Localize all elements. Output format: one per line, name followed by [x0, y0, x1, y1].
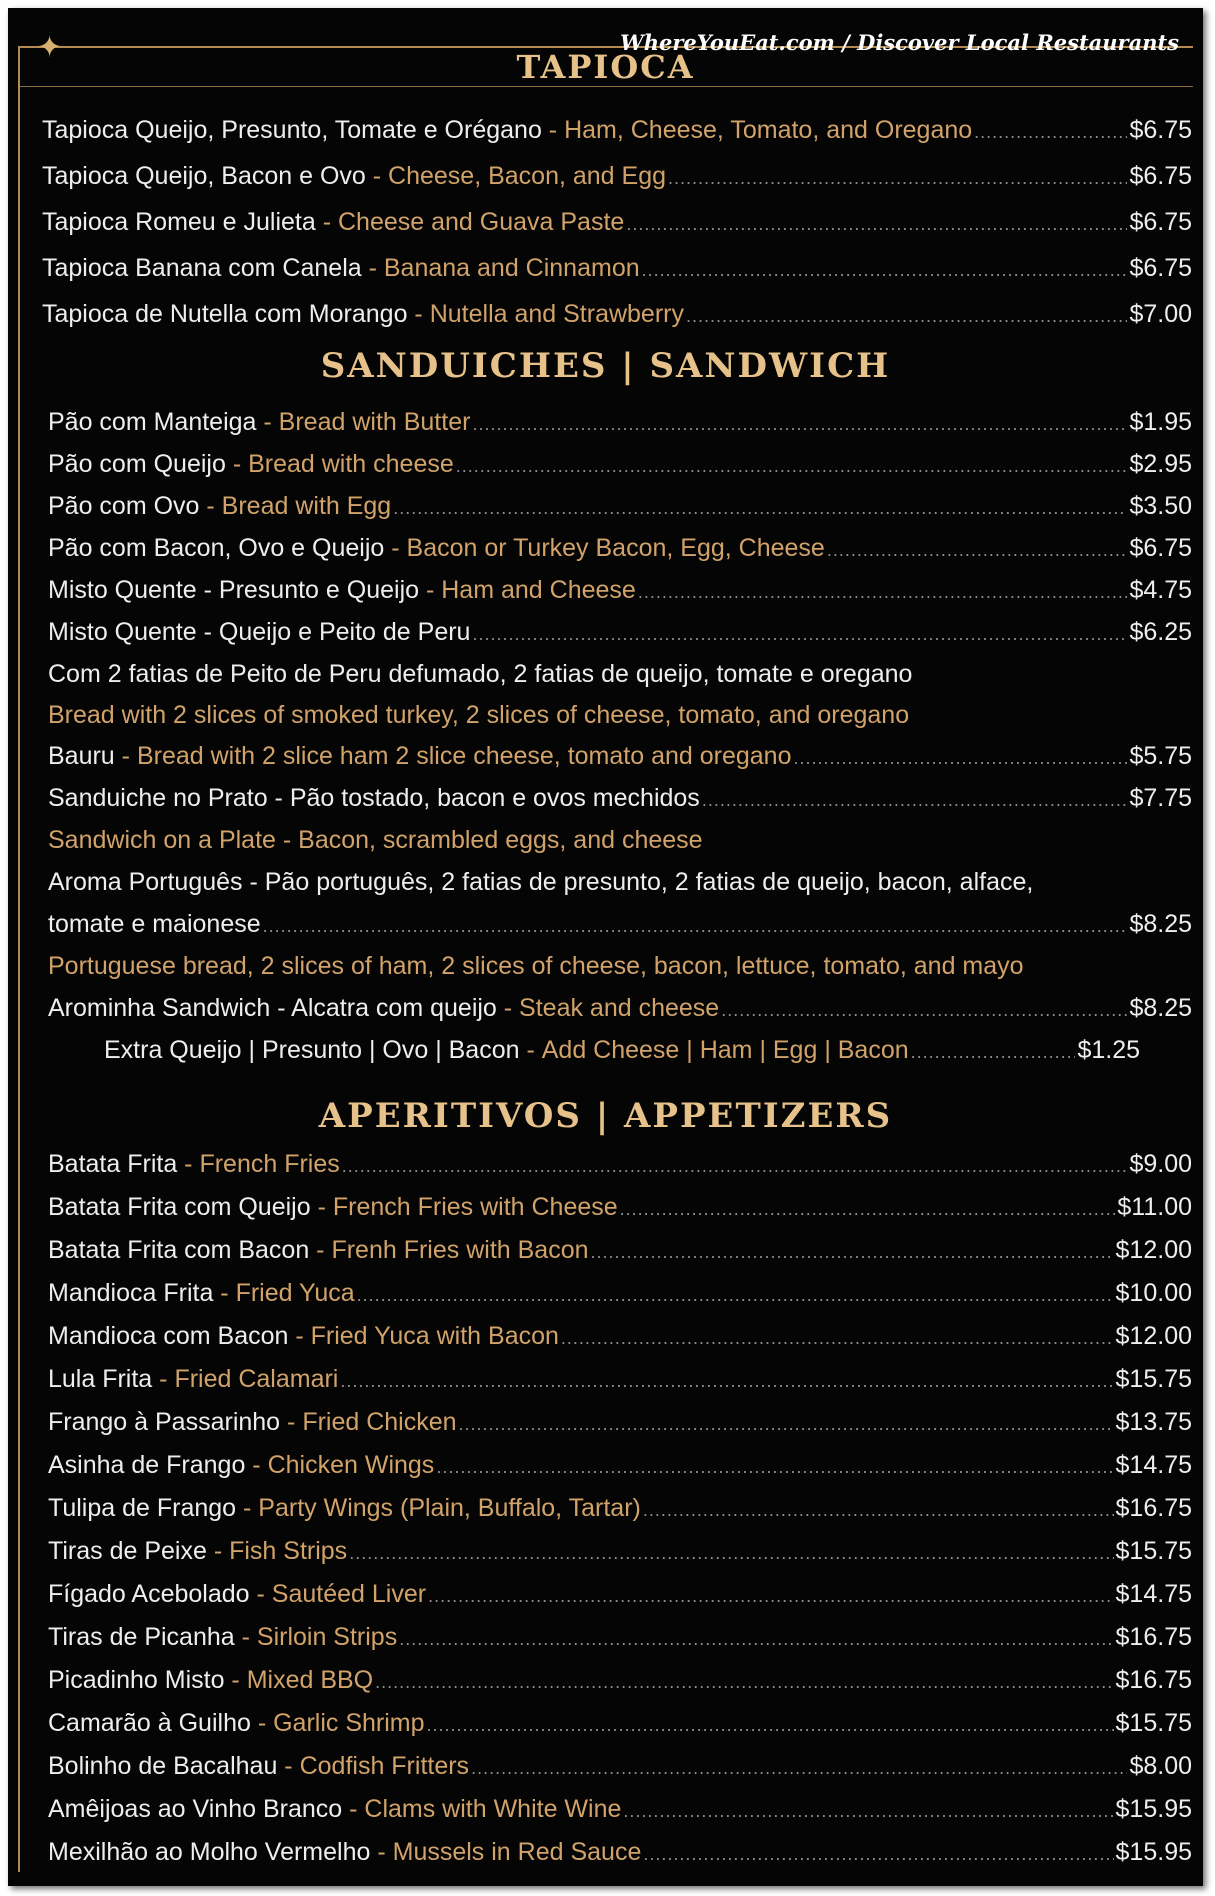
item-price: $15.95	[1115, 1838, 1192, 1866]
leader-dots	[643, 1836, 1113, 1872]
menu-item: Tapioca Queijo, Presunto, Tomate e Orégano - Ham, Cheese, Tomato, and Oregano ..... $6.75	[42, 112, 1192, 148]
item-name-en: Sautéed Liver	[271, 1580, 427, 1608]
leader-dots	[340, 1363, 1113, 1399]
leader-dots	[686, 298, 1127, 334]
item-name-pt: Pão com Ovo	[48, 492, 200, 520]
item-price: $12.00	[1115, 1236, 1192, 1264]
item-name-pt: Aroma Português - Pão português, 2 fatias de presunto, 2 fatias de queijo, bacon, alface,	[48, 868, 1034, 896]
item-price: $14.75	[1115, 1451, 1192, 1479]
menu-item: Pão com Manteiga - Bread with Butter ..... $1.95	[48, 404, 1192, 440]
item-price: $16.75	[1115, 1623, 1192, 1651]
item-name-pt: Fígado Acebolado	[48, 1580, 250, 1608]
menu-item: Mexilhão ao Molho Vermelho - Mussels in Red Sauce ..... $15.95	[48, 1834, 1192, 1870]
item-name-pt: Sanduiche no Prato - Pão tostado, bacon e ovos mechidos	[48, 784, 700, 812]
border-left	[18, 46, 20, 1872]
sparkle-icon: ✦	[37, 30, 63, 65]
item-price: $11.00	[1117, 1193, 1192, 1221]
item-price: $16.75	[1115, 1666, 1192, 1694]
leader-dots	[472, 406, 1127, 442]
item-name-en: Fried Yuca with Bacon	[310, 1322, 559, 1350]
item-name-en: Fish Strips	[229, 1537, 348, 1565]
menu-item: Batata Frita com Bacon - Frenh Fries with Bacon ..... $12.00	[48, 1232, 1192, 1268]
menu-item: Tapioca Romeu e Julieta - Cheese and Guava Paste ..... $6.75	[42, 204, 1192, 240]
item-name-pt: Misto Quente - Queijo e Peito de Peru	[48, 618, 471, 646]
item-price: $16.75	[1115, 1494, 1192, 1522]
item-name-en: Sirloin Strips	[256, 1623, 398, 1651]
leader-dots	[643, 1492, 1114, 1528]
item-name-pt: Tiras de Picanha	[48, 1623, 235, 1651]
leader-dots	[375, 1664, 1113, 1700]
menu-item: Asinha de Frango - Chicken Wings ..... $14.75	[48, 1447, 1192, 1483]
item-name-pt: Tiras de Peixe	[48, 1537, 207, 1565]
section-title-appetizers: APERITIVOS | APPETIZERS	[318, 1096, 893, 1136]
item-name-pt: Picadinho Misto	[48, 1666, 225, 1694]
leader-dots	[702, 782, 1128, 818]
item-name-pt: Asinha de Frango	[48, 1451, 246, 1479]
menu-item: Pão com Queijo - Bread with cheese ..... $2.95	[48, 446, 1192, 482]
leader-dots	[427, 1707, 1114, 1743]
leader-dots	[263, 908, 1128, 944]
menu-item: Tiras de Picanha - Sirloin Strips ..... $16.75	[48, 1619, 1192, 1655]
item-price: $15.75	[1115, 1537, 1192, 1565]
item-name-pt: Mandioca Frita	[48, 1279, 214, 1307]
item-name-pt: Bauru	[48, 742, 115, 770]
leader-dots	[591, 1234, 1114, 1270]
item-price: $8.00	[1129, 1752, 1192, 1780]
item-price: $8.25	[1129, 910, 1192, 938]
item-name-pt-cont: tomate e maionese	[48, 910, 261, 938]
item-price: $15.95	[1115, 1795, 1192, 1823]
item-name-pt: Tapioca Banana com Canela	[42, 254, 362, 282]
item-name-en: Party Wings (Plain, Buffalo, Tartar)	[258, 1494, 641, 1522]
item-description-pt: Com 2 fatias de Peito de Peru defumado, 2 fatias de queijo, tomate e oregano	[48, 660, 913, 688]
menu-item: Bolinho de Bacalhau - Codfish Fritters ..... $8.00	[48, 1748, 1192, 1784]
menu-item: Bauru - Bread with 2 slice ham 2 slice cheese, tomato and oregano ..... $5.75	[48, 738, 1192, 774]
item-price: $12.00	[1115, 1322, 1192, 1350]
item-name-en: Steak and cheese	[519, 994, 720, 1022]
leader-dots	[456, 448, 1128, 484]
item-name-pt: Batata Frita	[48, 1150, 178, 1178]
menu-item	[48, 614, 1192, 650]
item-price: $6.75	[1129, 254, 1192, 282]
item-name-en: Codfish Fritters	[299, 1752, 470, 1780]
menu-item	[48, 780, 1192, 816]
menu-page	[8, 8, 1203, 1886]
leader-dots	[471, 1750, 1127, 1786]
item-name-en: Garlic Shrimp	[273, 1709, 425, 1737]
item-description-en: Bread with 2 slices of smoked turkey, 2 slices of cheese, tomato, and oregano	[48, 701, 910, 729]
item-price: $10.00	[1115, 1279, 1192, 1307]
item-price: $6.75	[1129, 162, 1192, 190]
item-price: $15.75	[1115, 1365, 1192, 1393]
menu-item: Pão com Ovo - Bread with Egg ..... $3.50	[48, 488, 1192, 524]
leader-dots	[626, 206, 1127, 242]
item-name-pt: Batata Frita com Bacon	[48, 1236, 310, 1264]
menu-item: Fígado Acebolado - Sautéed Liver ..... $14.75	[48, 1576, 1192, 1612]
item-description-en: Portuguese bread, 2 slices of ham, 2 slices of cheese, bacon, lettuce, tomato, and mayo	[48, 952, 1024, 980]
item-name-pt: Tapioca Queijo, Presunto, Tomate e Orégano	[42, 116, 542, 144]
leader-dots	[428, 1578, 1113, 1614]
item-name-pt: Bolinho de Bacalhau	[48, 1752, 278, 1780]
item-name-pt: Camarão à Guilho	[48, 1709, 251, 1737]
item-price: $5.75	[1129, 742, 1192, 770]
leader-dots	[357, 1277, 1114, 1313]
menu-item: Tapioca Banana com Canela - Banana and Cinnamon ..... $6.75	[42, 250, 1192, 286]
item-name-pt: Mandioca com Bacon	[48, 1322, 289, 1350]
item-price: $6.75	[1129, 208, 1192, 236]
menu-item	[48, 906, 1192, 942]
item-name-pt: Amêijoas ao Vinho Branco	[48, 1795, 343, 1823]
item-name-en: Clams with White Wine	[364, 1795, 622, 1823]
menu-item: Camarão à Guilho - Garlic Shrimp ..... $15.75	[48, 1705, 1192, 1741]
leader-dots	[623, 1793, 1113, 1829]
item-name-pt: Frango à Passarinho	[48, 1408, 281, 1436]
item-price: $4.75	[1129, 576, 1192, 604]
item-name-en: Bread with 2 slice ham 2 slice cheese, tomato and oregano	[136, 742, 792, 770]
item-price: $7.00	[1129, 300, 1192, 328]
item-name-pt: Extra Queijo | Presunto | Ovo | Bacon	[104, 1036, 520, 1064]
item-name-pt: Mexilhão ao Molho Vermelho	[48, 1838, 371, 1866]
menu-item: Mandioca com Bacon - Fried Yuca with Bacon ..... $12.00	[48, 1318, 1192, 1354]
item-name-en: Add Cheese | Ham | Egg | Bacon	[541, 1036, 909, 1064]
menu-item-extra: Extra Queijo | Presunto | Ovo | Bacon - Add Cheese | Ham | Egg | Bacon ..... $1.25	[104, 1032, 1140, 1068]
item-price: $13.75	[1115, 1408, 1192, 1436]
leader-dots	[561, 1320, 1114, 1356]
item-description-en: Sandwich on a Plate - Bacon, scrambled eggs, and cheese	[48, 826, 703, 854]
menu-item: Picadinho Misto - Mixed BBQ ..... $16.75	[48, 1662, 1192, 1698]
watermark: WhereYouEat.com / Discover Local Restaurants	[620, 30, 1179, 55]
item-price: $7.75	[1129, 784, 1192, 812]
item-price: $6.25	[1129, 618, 1192, 646]
menu-item: Tapioca de Nutella com Morango - Nutella and Strawberry ..... $7.00	[42, 296, 1192, 332]
item-name-pt: Tapioca Romeu e Julieta	[42, 208, 316, 236]
item-name-en: Fried Yuca	[235, 1279, 355, 1307]
menu-item: Amêijoas ao Vinho Branco - Clams with White Wine ..... $15.95	[48, 1791, 1192, 1827]
section-title-sandwich: SANDUICHES | SANDWICH	[320, 346, 891, 386]
item-name-pt: Tulipa de Frango	[48, 1494, 237, 1522]
leader-dots	[436, 1449, 1113, 1485]
leader-dots	[459, 1406, 1114, 1442]
menu-item: Tapioca Queijo, Bacon e Ovo - Cheese, Bacon, and Egg ..... $6.75	[42, 158, 1192, 194]
item-name-en: Bacon or Turkey Bacon, Egg, Cheese	[406, 534, 825, 562]
leader-dots	[472, 616, 1127, 652]
item-name-pt: Misto Quente - Presunto e Queijo	[48, 576, 420, 604]
item-price: $2.95	[1129, 450, 1192, 478]
item-name-pt: Pão com Manteiga	[48, 408, 257, 436]
item-price: $9.00	[1129, 1150, 1192, 1178]
menu-item: Frango à Passarinho - Fried Chicken ..... $13.75	[48, 1404, 1192, 1440]
menu-item: Misto Quente - Presunto e Queijo - Ham and Cheese ..... $4.75	[48, 572, 1192, 608]
leader-dots	[911, 1034, 1076, 1070]
leader-dots	[638, 574, 1128, 610]
menu-item: Arominha Sandwich - Alcatra com queijo - Steak and cheese ..... $8.25	[48, 990, 1192, 1026]
leader-dots	[620, 1191, 1116, 1227]
item-name-pt: Pão com Queijo	[48, 450, 226, 478]
item-name-en: Fried Chicken	[302, 1408, 457, 1436]
menu-item: Tiras de Peixe - Fish Strips ..... $15.75	[48, 1533, 1192, 1569]
item-price: $1.95	[1129, 408, 1192, 436]
item-name-en: Cheese and Guava Paste	[338, 208, 625, 236]
item-price: $3.50	[1129, 492, 1192, 520]
item-price: $6.75	[1129, 116, 1192, 144]
item-name-en: Mussels in Red Sauce	[392, 1838, 642, 1866]
item-name-pt: Tapioca Queijo, Bacon e Ovo	[42, 162, 366, 190]
menu-item: Batata Frita com Queijo - French Fries with Cheese ..... $11.00	[48, 1189, 1192, 1225]
menu-item: Pão com Bacon, Ovo e Queijo - Bacon or Turkey Bacon, Egg, Cheese ..... $6.75	[48, 530, 1192, 566]
item-price: $14.75	[1115, 1580, 1192, 1608]
item-name-en: Bread with Egg	[221, 492, 392, 520]
menu-item: Lula Frita - Fried Calamari ..... $15.75	[48, 1361, 1192, 1397]
leader-dots	[668, 160, 1127, 196]
leader-dots	[342, 1148, 1128, 1184]
item-price: $8.25	[1129, 994, 1192, 1022]
section-title-tapioca: TAPIOCA	[516, 48, 695, 86]
item-name-pt: Lula Frita	[48, 1365, 153, 1393]
menu-item: Mandioca Frita - Fried Yuca ..... $10.00	[48, 1275, 1192, 1311]
item-price: $6.75	[1129, 534, 1192, 562]
item-name-pt: Arominha Sandwich - Alcatra com queijo	[48, 994, 497, 1022]
item-name-en: Chicken Wings	[267, 1451, 435, 1479]
leader-dots	[974, 114, 1127, 150]
leader-dots	[399, 1621, 1113, 1657]
leader-dots	[349, 1535, 1113, 1571]
item-price: $1.25	[1077, 1036, 1140, 1064]
item-name-en: French Fries with Cheese	[332, 1193, 618, 1221]
leader-dots	[827, 532, 1128, 568]
item-name-en: Ham and Cheese	[441, 576, 636, 604]
leader-dots	[721, 992, 1127, 1028]
item-name-en: Nutella and Strawberry	[429, 300, 684, 328]
item-name-en: Bread with cheese	[248, 450, 454, 478]
item-name-en: Banana and Cinnamon	[383, 254, 640, 282]
item-name-en: Mixed BBQ	[246, 1666, 374, 1694]
border-top-inner	[18, 86, 1193, 87]
item-price: $15.75	[1115, 1709, 1192, 1737]
menu-item: Tulipa de Frango - Party Wings (Plain, Buffalo, Tartar) ..... $16.75	[48, 1490, 1192, 1526]
item-name-en: Cheese, Bacon, and Egg	[388, 162, 667, 190]
item-name-en: Fried Calamari	[174, 1365, 339, 1393]
menu-item: Batata Frita - French Fries ..... $9.00	[48, 1146, 1192, 1182]
leader-dots	[642, 252, 1128, 288]
item-name-en: French Fries	[199, 1150, 340, 1178]
leader-dots	[793, 740, 1127, 776]
leader-dots	[393, 490, 1127, 526]
item-name-en: Frenh Fries with Bacon	[331, 1236, 589, 1264]
item-name-en: Ham, Cheese, Tomato, and Oregano	[564, 116, 973, 144]
item-name-pt: Pão com Bacon, Ovo e Queijo	[48, 534, 385, 562]
item-name-en: Bread with Butter	[278, 408, 471, 436]
item-name-pt: Batata Frita com Queijo	[48, 1193, 311, 1221]
item-name-pt: Tapioca de Nutella com Morango	[42, 300, 408, 328]
